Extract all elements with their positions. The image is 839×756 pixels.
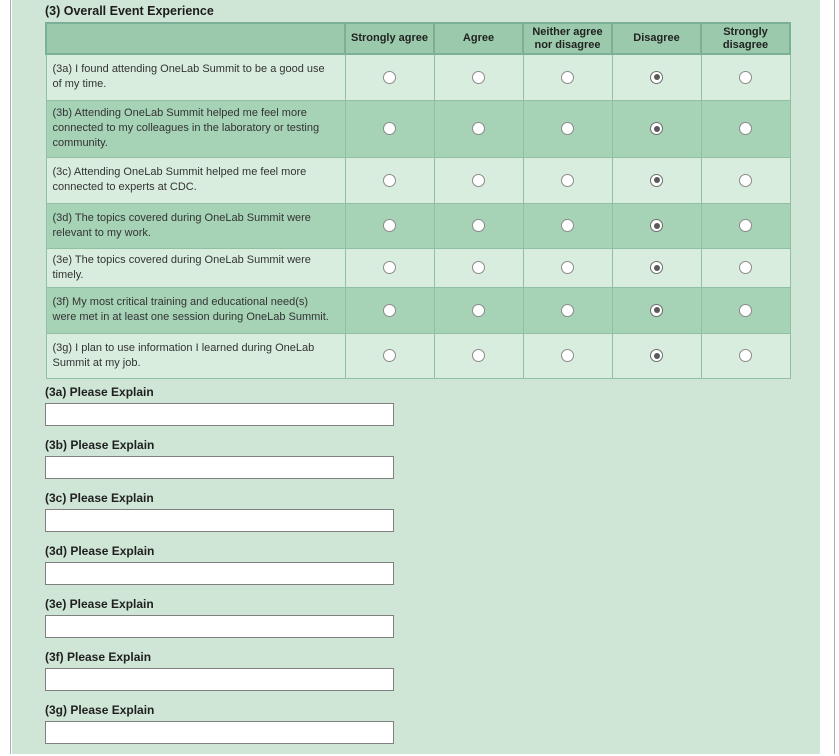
radio-3f-strongly-agree[interactable] [383,304,396,317]
option-cell-3e-disagree[interactable] [612,248,701,287]
radio-3a-neither-agree-nor-disagree[interactable] [561,71,574,84]
option-cell-3a-agree[interactable] [434,54,523,100]
option-cell-3g-agree[interactable] [434,333,523,378]
option-cell-3f-strongly-agree[interactable] [345,287,434,333]
matrix-row-3e [46,248,790,287]
matrix-header-empty-cell [46,23,345,54]
radio-3c-neither-agree-nor-disagree[interactable] [561,174,574,187]
question-text-3a: (3a) I found attending OneLab Summit to be a good use of my time. [46,54,345,100]
option-cell-3g-disagree[interactable] [612,333,701,378]
column-header-strongly-disagree: Strongly disagree [701,23,790,54]
option-cell-3b-agree[interactable] [434,100,523,157]
radio-3a-strongly-agree[interactable] [383,71,396,84]
explain-fields-section [45,385,405,756]
explain-label-3a: (3a) Please Explain [45,385,154,399]
radio-3d-neither-agree-nor-disagree[interactable] [561,219,574,232]
column-header-agree: Agree [434,23,523,54]
option-cell-3a-neither-agree-nor-disagree[interactable] [523,54,612,100]
explain-field-3f [45,650,405,691]
explain-field-3d [45,544,405,585]
option-cell-3e-agree[interactable] [434,248,523,287]
option-cell-3b-strongly-disagree[interactable] [701,100,790,157]
radio-3a-agree[interactable] [472,71,485,84]
radio-3d-disagree[interactable] [650,219,663,232]
radio-3b-strongly-agree[interactable] [383,122,396,135]
option-cell-3e-strongly-agree[interactable] [345,248,434,287]
radio-3f-agree[interactable] [472,304,485,317]
column-header-neither-agree-nor-disagree: Neither agree nor disagree [523,23,612,54]
option-cell-3b-disagree[interactable] [612,100,701,157]
option-cell-3f-agree[interactable] [434,287,523,333]
radio-3d-agree[interactable] [472,219,485,232]
option-cell-3f-neither-agree-nor-disagree[interactable] [523,287,612,333]
left-frame-border [10,0,11,754]
explain-field-3a [45,385,405,426]
question-text-3g: (3g) I plan to use information I learned during OneLab Summit at my job. [46,333,345,378]
option-cell-3f-strongly-disagree[interactable] [701,287,790,333]
explain-label-3b: (3b) Please Explain [45,438,155,452]
explain-label-3e: (3e) Please Explain [45,597,154,611]
option-cell-3c-strongly-agree[interactable] [345,157,434,203]
radio-3e-neither-agree-nor-disagree[interactable] [561,261,574,274]
option-cell-3a-strongly-disagree[interactable] [701,54,790,100]
option-cell-3f-disagree[interactable] [612,287,701,333]
explain-label-3g: (3g) Please Explain [45,703,155,717]
explain-field-3e [45,597,405,638]
question-text-3c: (3c) Attending OneLab Summit helped me feel more connected to experts at CDC. [46,157,345,203]
matrix-row-3d [46,203,790,248]
question-text-3f: (3f) My most critical training and educational need(s) were met in at least one session during OneLab Summit. [46,287,345,333]
question-text-3e: (3e) The topics covered during OneLab Summit were timely. [46,248,345,287]
matrix-row-3a [46,54,790,100]
option-cell-3e-neither-agree-nor-disagree[interactable] [523,248,612,287]
option-cell-3d-strongly-disagree[interactable] [701,203,790,248]
option-cell-3g-neither-agree-nor-disagree[interactable] [523,333,612,378]
explain-input-3c[interactable] [45,509,394,532]
explain-field-3g [45,703,405,744]
option-cell-3b-neither-agree-nor-disagree[interactable] [523,100,612,157]
option-cell-3a-strongly-agree[interactable] [345,54,434,100]
radio-3b-neither-agree-nor-disagree[interactable] [561,122,574,135]
explain-input-3a[interactable] [45,403,394,426]
radio-3b-disagree[interactable] [650,122,663,135]
radio-3f-neither-agree-nor-disagree[interactable] [561,304,574,317]
option-cell-3c-agree[interactable] [434,157,523,203]
radio-3g-neither-agree-nor-disagree[interactable] [561,349,574,362]
explain-input-3e[interactable] [45,615,394,638]
radio-3e-agree[interactable] [472,261,485,274]
radio-3a-disagree[interactable] [650,71,663,84]
matrix-row-3f [46,287,790,333]
radio-3g-strongly-disagree[interactable] [739,349,752,362]
radio-3c-strongly-agree[interactable] [383,174,396,187]
option-cell-3c-strongly-disagree[interactable] [701,157,790,203]
radio-3e-disagree[interactable] [650,261,663,274]
option-cell-3a-disagree[interactable] [612,54,701,100]
radio-3f-strongly-disagree[interactable] [739,304,752,317]
right-frame-border [834,0,835,754]
explain-input-3b[interactable] [45,456,394,479]
question-text-3b: (3b) Attending OneLab Summit helped me feel more connected to my colleagues in the laboratory or testing community. [46,100,345,157]
matrix-header-row [46,23,790,54]
option-cell-3d-disagree[interactable] [612,203,701,248]
radio-3g-agree[interactable] [472,349,485,362]
option-cell-3g-strongly-disagree[interactable] [701,333,790,378]
radio-3d-strongly-agree[interactable] [383,219,396,232]
explain-label-3d: (3d) Please Explain [45,544,155,558]
rating-matrix-table [45,22,791,379]
radio-3f-disagree[interactable] [650,304,663,317]
option-cell-3d-neither-agree-nor-disagree[interactable] [523,203,612,248]
option-cell-3d-strongly-agree[interactable] [345,203,434,248]
radio-3c-strongly-disagree[interactable] [739,174,752,187]
radio-3e-strongly-agree[interactable] [383,261,396,274]
option-cell-3c-disagree[interactable] [612,157,701,203]
column-header-strongly-agree: Strongly agree [345,23,434,54]
explain-input-3f[interactable] [45,668,394,691]
option-cell-3c-neither-agree-nor-disagree[interactable] [523,157,612,203]
explain-field-3c [45,491,405,532]
option-cell-3b-strongly-agree[interactable] [345,100,434,157]
radio-3b-strongly-disagree[interactable] [739,122,752,135]
explain-input-3g[interactable] [45,721,394,744]
explain-label-3f: (3f) Please Explain [45,650,152,664]
radio-3c-agree[interactable] [472,174,485,187]
radio-3d-strongly-disagree[interactable] [739,219,752,232]
matrix-row-3b [46,100,790,157]
radio-3g-disagree[interactable] [650,349,663,362]
radio-3a-strongly-disagree[interactable] [739,71,752,84]
section-title: (3) Overall Event Experience [45,4,214,18]
radio-3b-agree[interactable] [472,122,485,135]
option-cell-3e-strongly-disagree[interactable] [701,248,790,287]
radio-3g-strongly-agree[interactable] [383,349,396,362]
matrix-row-3g [46,333,790,378]
explain-input-3d[interactable] [45,562,394,585]
option-cell-3d-agree[interactable] [434,203,523,248]
explain-label-3c: (3c) Please Explain [45,491,154,505]
radio-3e-strongly-disagree[interactable] [739,261,752,274]
option-cell-3g-strongly-agree[interactable] [345,333,434,378]
radio-3c-disagree[interactable] [650,174,663,187]
column-header-disagree: Disagree [612,23,701,54]
matrix-row-3c [46,157,790,203]
survey-panel [12,0,820,754]
question-text-3d: (3d) The topics covered during OneLab Summit were relevant to my work. [46,203,345,248]
explain-field-3b [45,438,405,479]
